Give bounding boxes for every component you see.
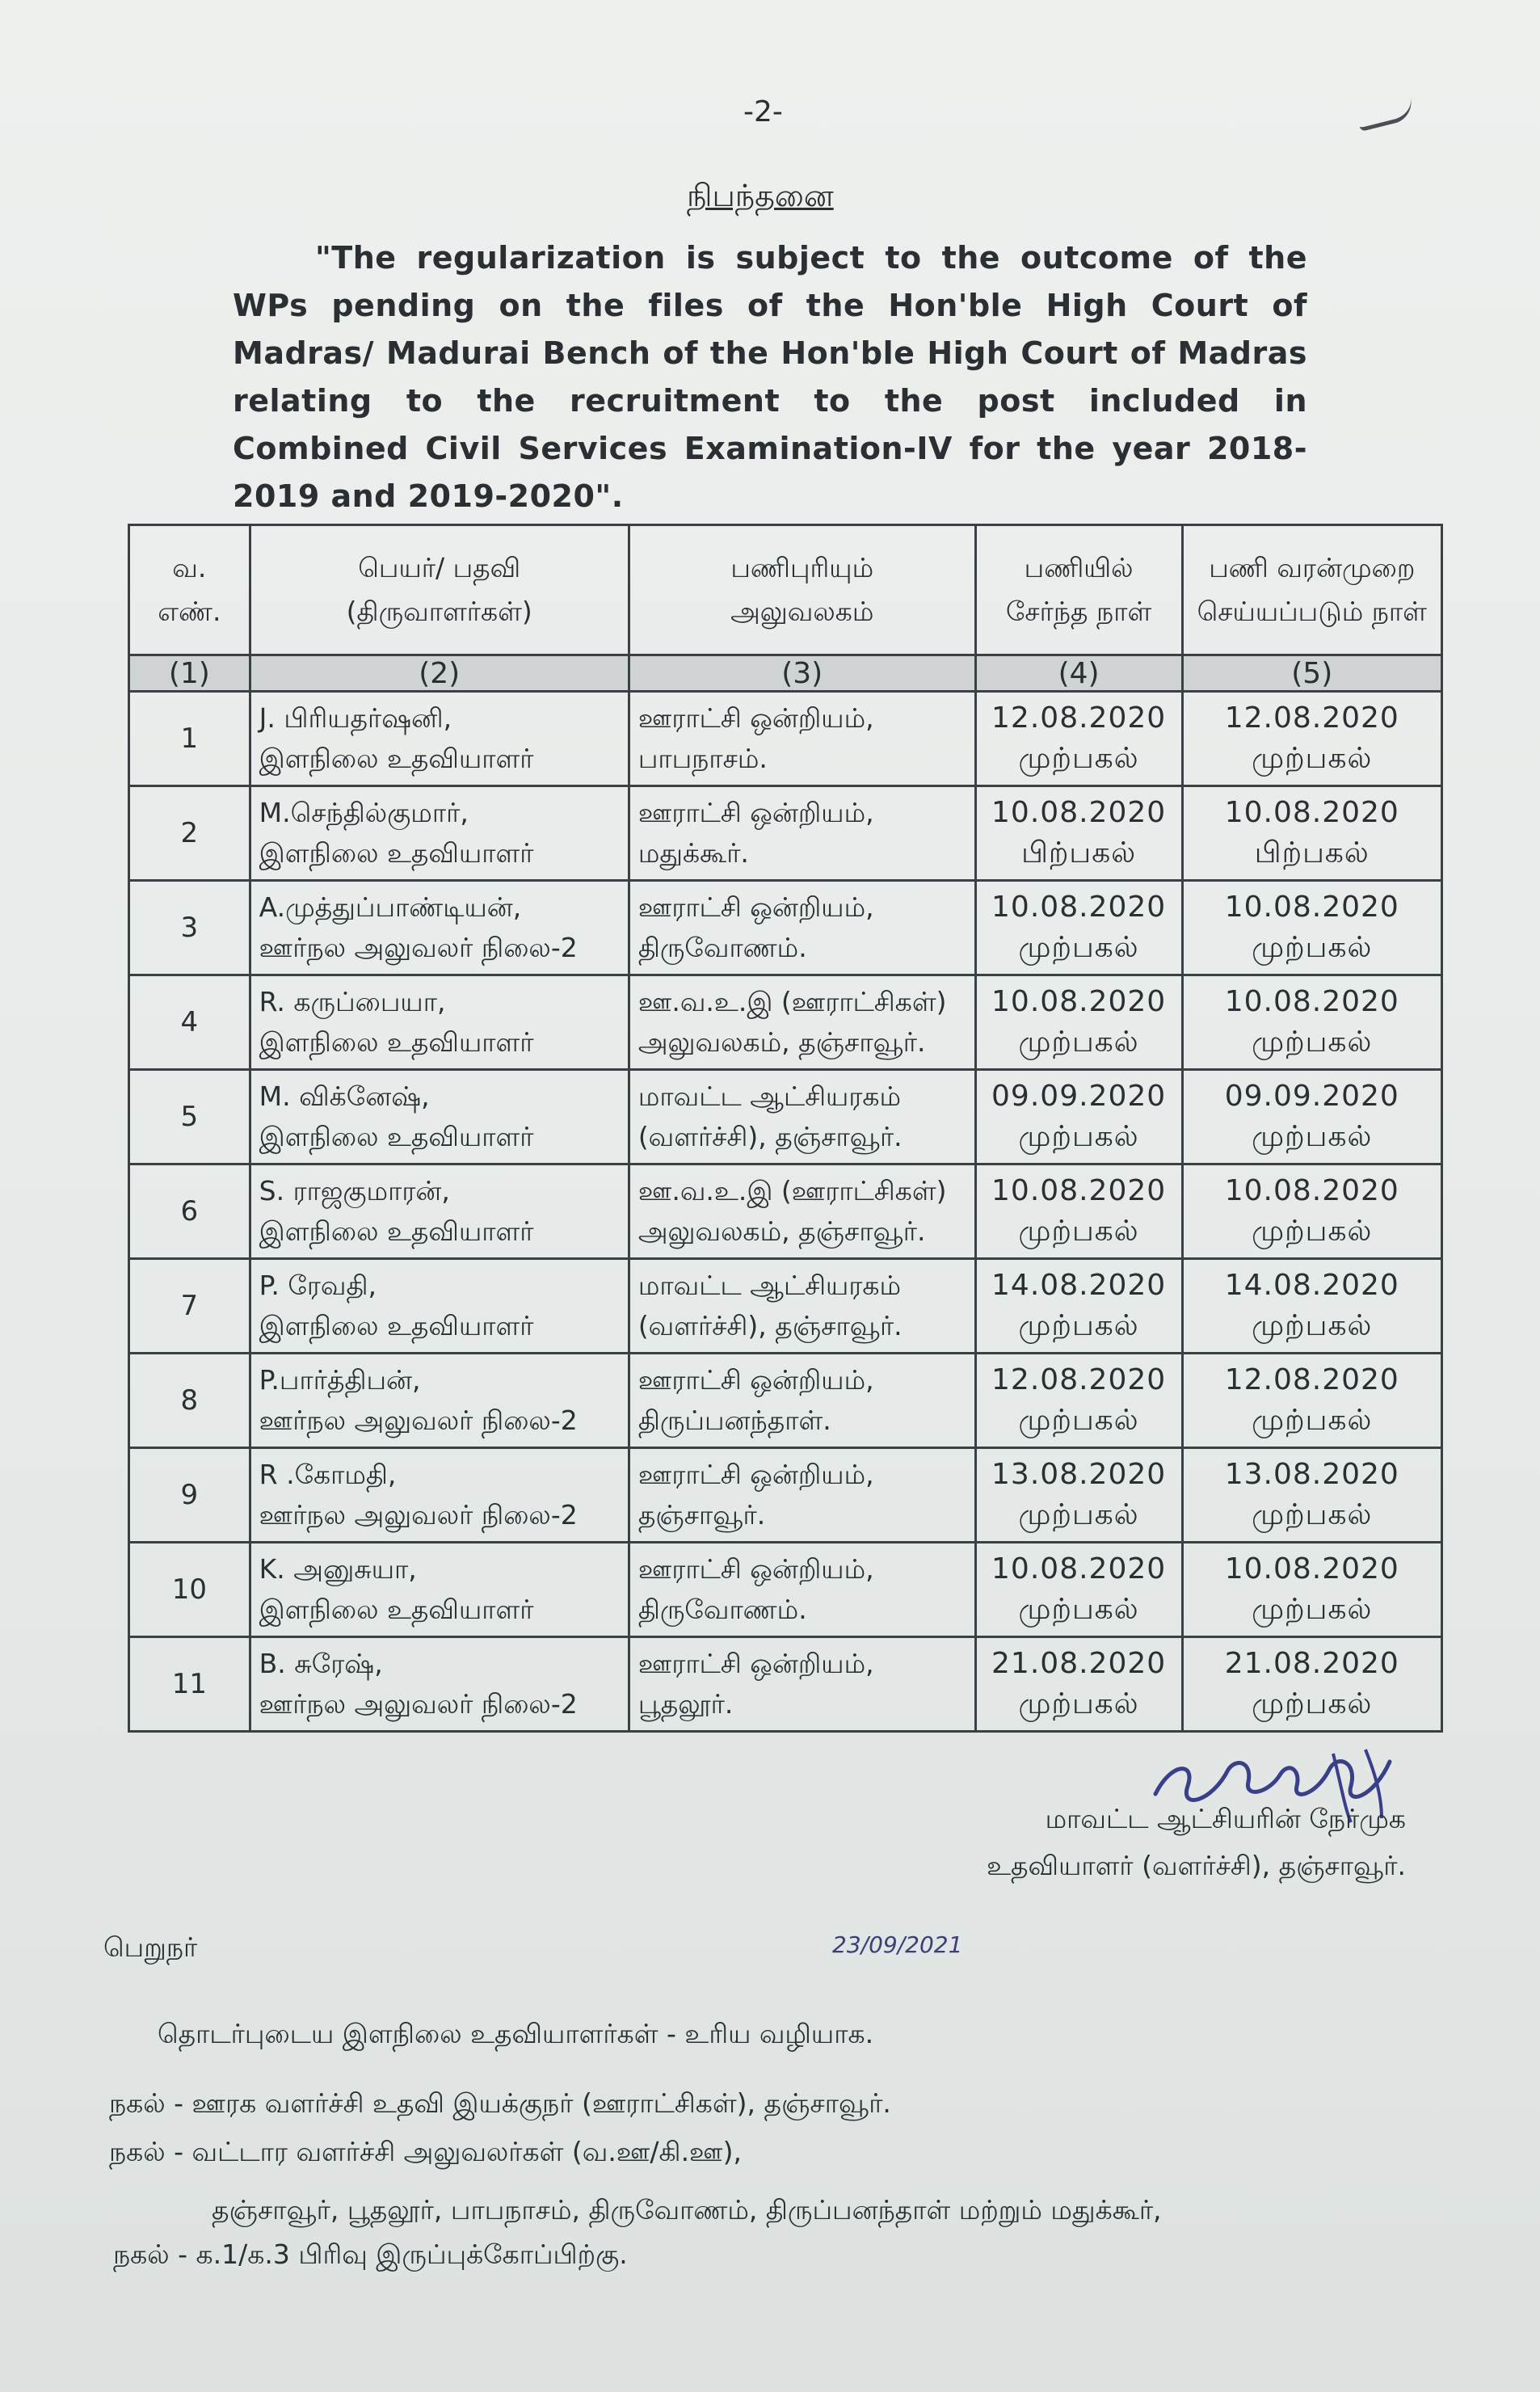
page-number: -2- xyxy=(743,95,783,128)
employee-name: S. ராஜகுமாரன், xyxy=(259,1175,450,1207)
joined-date: 10.08.2020 xyxy=(991,1174,1167,1207)
employee-name: J. பிரியதர்ஷனி, xyxy=(259,702,452,734)
joined-date: 13.08.2020 xyxy=(991,1458,1167,1491)
joined-session: முற்பகல் xyxy=(1018,931,1139,964)
regularization-date: 13.08.2020 xyxy=(1224,1458,1399,1491)
handwritten-date: 23/09/2021 xyxy=(832,1931,963,1958)
office-line-1: ஊராட்சி ஒன்றியம், xyxy=(637,702,874,734)
employee-name: R .கோமதி, xyxy=(259,1459,397,1490)
employee-name: M.செந்தில்குமார், xyxy=(259,797,469,828)
joined-cell xyxy=(975,1164,1182,1259)
regularization-date: 10.08.2020 xyxy=(1224,891,1399,924)
name-post-cell xyxy=(250,975,629,1070)
office-line-1: ஊ.வ.உ.இ (ஊராட்சிகள்) xyxy=(637,986,947,1017)
regularization-session: பிற்பகல் xyxy=(1254,836,1370,870)
employee-name: A.முத்துப்பாண்டியன், xyxy=(259,891,522,923)
office-line-2: திருவோணம். xyxy=(637,932,807,963)
employee-post: இளநிலை உதவியாளர் xyxy=(259,1026,534,1058)
regularization-session: முற்பகல் xyxy=(1252,1215,1373,1248)
office-line-2: பாபநாசம். xyxy=(637,743,768,774)
regularization-date: 10.08.2020 xyxy=(1224,1174,1399,1207)
office-line-1: மாவட்ட ஆட்சியரகம் xyxy=(637,1080,902,1112)
serial-number: 6 xyxy=(129,1164,250,1259)
regularization-session: முற்பகல் xyxy=(1252,1025,1373,1059)
joined-date: 09.09.2020 xyxy=(991,1080,1167,1113)
office-cell xyxy=(629,1354,975,1448)
regularization-session: முற்பகல் xyxy=(1252,1498,1373,1531)
office-line-2: (வளர்ச்சி), தஞ்சாவூர். xyxy=(637,1310,903,1341)
column-number: (2) xyxy=(250,655,629,692)
joined-cell xyxy=(975,1543,1182,1637)
office-cell xyxy=(629,692,975,786)
regularization-cell xyxy=(1182,1448,1441,1543)
serial-number: 8 xyxy=(129,1354,250,1448)
copy-line-2-continued: தஞ்சாவூர், பூதலூர், பாபநாசம், திருவோணம், திருப்பனந்தாள் மற்றும் மதுக்கூர், xyxy=(212,2194,1162,2226)
joined-date: 14.08.2020 xyxy=(991,1269,1167,1302)
employee-post: இளநிலை உதவியாளர் xyxy=(259,837,534,869)
joined-date: 10.08.2020 xyxy=(991,796,1167,829)
table-row xyxy=(129,692,1442,786)
regularization-date: 12.08.2020 xyxy=(1224,701,1399,735)
name-post-cell xyxy=(250,1259,629,1354)
serial-number: 11 xyxy=(129,1637,250,1732)
name-post-cell xyxy=(250,786,629,881)
table-row xyxy=(129,1164,1442,1259)
employee-name: P. ரேவதி, xyxy=(259,1270,377,1301)
joined-session: முற்பகல் xyxy=(1018,1309,1139,1342)
office-cell xyxy=(629,1259,975,1354)
condition-text: "The regularization is subject to the outcome of the WPs pending on the files of the Hon'ble High Court of Madras/ Madurai Bench of the Hon'ble High Court of Madras relating to the recruitment to the post included in Combined Civil Services Examination-IV for the year 2018-2019 and 2019-2020". xyxy=(233,240,1307,514)
office-line-2: பூதலூர். xyxy=(637,1688,734,1720)
office-cell xyxy=(629,975,975,1070)
employee-name: M. விக்னேஷ், xyxy=(259,1080,430,1112)
employee-name: K. அனுசுயா, xyxy=(259,1553,417,1585)
joined-cell xyxy=(975,1354,1182,1448)
joined-session: முற்பகல் xyxy=(1018,742,1139,775)
name-post-cell xyxy=(250,1070,629,1164)
received-label: பெறுநர் xyxy=(103,1931,198,1963)
office-cell xyxy=(629,1164,975,1259)
corner-tick-mark xyxy=(1356,97,1416,132)
copy-line-2: நகல் - வட்டார வளர்ச்சி அலுவலர்கள் (வ.ஊ/கி.ஊ), xyxy=(109,2136,742,2167)
name-post-cell xyxy=(250,881,629,975)
copy-line-1: நகல் - ஊரக வளர்ச்சி உதவி இயக்குநர் (ஊராட்சிகள்), தஞ்சாவூர். xyxy=(109,2087,891,2119)
joined-session: முற்பகல் xyxy=(1018,1498,1139,1531)
employee-post: இளநிலை உதவியாளர் xyxy=(259,1215,534,1247)
joined-date: 12.08.2020 xyxy=(991,1363,1167,1396)
office-line-1: மாவட்ட ஆட்சியரகம் xyxy=(637,1270,902,1301)
regularization-session: முற்பகல் xyxy=(1252,1593,1373,1626)
office-cell xyxy=(629,881,975,975)
regularization-cell xyxy=(1182,1354,1441,1448)
regularization-cell xyxy=(1182,1070,1441,1164)
serial-number: 3 xyxy=(129,881,250,975)
employee-post: ஊர்நல அலுவலர் நிலை-2 xyxy=(259,1688,578,1720)
copy-line-3: நகல் - க.1/க.3 பிரிவு இருப்புக்கோப்பிற்கு. xyxy=(113,2238,628,2270)
table-row xyxy=(129,881,1442,975)
joined-cell xyxy=(975,1637,1182,1732)
name-post-cell xyxy=(250,692,629,786)
regularization-date: 12.08.2020 xyxy=(1224,1363,1399,1396)
employee-post: ஊர்நல அலுவலர் நிலை-2 xyxy=(259,1404,578,1436)
regularization-session: முற்பகல் xyxy=(1252,1309,1373,1342)
office-cell xyxy=(629,1543,975,1637)
column-number-row xyxy=(129,655,1442,692)
joined-session: முற்பகல் xyxy=(1018,1120,1139,1153)
employee-name: R. கருப்பையா, xyxy=(259,986,446,1017)
name-post-cell xyxy=(250,1448,629,1543)
regularization-date: 21.08.2020 xyxy=(1224,1647,1399,1680)
serial-number: 2 xyxy=(129,786,250,881)
serial-number: 7 xyxy=(129,1259,250,1354)
regularization-date: 14.08.2020 xyxy=(1224,1269,1399,1302)
condition-title: நிபந்தனை xyxy=(687,178,834,213)
regularization-cell xyxy=(1182,1543,1441,1637)
regularization-cell xyxy=(1182,1259,1441,1354)
office-cell xyxy=(629,1637,975,1732)
column-number: (5) xyxy=(1182,655,1441,692)
joined-cell xyxy=(975,1448,1182,1543)
joined-cell xyxy=(975,692,1182,786)
employee-post: இளநிலை உதவியாளர் xyxy=(259,1121,534,1152)
office-line-2: அலுவலகம், தஞ்சாவூர். xyxy=(637,1215,926,1247)
office-line-2: திருவோணம். xyxy=(637,1594,807,1625)
header-office: பணிபுரியும் அலுவலகம் xyxy=(629,525,975,655)
column-number: (1) xyxy=(129,655,250,692)
office-line-2: திருப்பனந்தாள். xyxy=(637,1404,831,1436)
employee-post: இளநிலை உதவியாளர் xyxy=(259,743,534,774)
joined-date: 10.08.2020 xyxy=(991,1552,1167,1586)
regularization-cell xyxy=(1182,975,1441,1070)
joined-cell xyxy=(975,1259,1182,1354)
office-line-1: ஊராட்சி ஒன்றியம், xyxy=(637,1459,874,1490)
regularization-session: முற்பகல் xyxy=(1252,931,1373,964)
name-post-cell xyxy=(250,1543,629,1637)
joined-date: 10.08.2020 xyxy=(991,985,1167,1018)
regularization-date: 10.08.2020 xyxy=(1224,1552,1399,1586)
regularization-session: முற்பகல் xyxy=(1252,1404,1373,1437)
joined-date: 12.08.2020 xyxy=(991,701,1167,735)
office-line-1: ஊராட்சி ஒன்றியம், xyxy=(637,797,874,828)
table-row xyxy=(129,1259,1442,1354)
employee-name: B. சுரேஷ், xyxy=(259,1648,383,1679)
office-cell xyxy=(629,786,975,881)
office-cell xyxy=(629,1070,975,1164)
joined-cell xyxy=(975,1070,1182,1164)
employee-name: P.பார்த்திபன், xyxy=(259,1364,421,1396)
office-line-1: ஊராட்சி ஒன்றியம், xyxy=(637,1648,874,1679)
name-post-cell xyxy=(250,1354,629,1448)
joined-cell xyxy=(975,881,1182,975)
header-sno: வ. எண். xyxy=(129,525,250,655)
employee-post: ஊர்நல அலுவலர் நிலை-2 xyxy=(259,932,578,963)
column-number: (4) xyxy=(975,655,1182,692)
table-row xyxy=(129,1448,1442,1543)
office-line-1: ஊராட்சி ஒன்றியம், xyxy=(637,1364,874,1396)
joined-session: முற்பகல் xyxy=(1018,1404,1139,1437)
joined-date: 21.08.2020 xyxy=(991,1647,1167,1680)
office-line-1: ஊராட்சி ஒன்றியம், xyxy=(637,1553,874,1585)
regularization-session: முற்பகல் xyxy=(1252,1687,1373,1720)
regularization-cell xyxy=(1182,786,1441,881)
table-row xyxy=(129,1070,1442,1164)
office-line-2: (வளர்ச்சி), தஞ்சாவூர். xyxy=(637,1121,903,1152)
office-line-2: தஞ்சாவூர். xyxy=(637,1499,766,1531)
header-regularization-date: பணி வரன்முறை செய்யப்படும் நாள் xyxy=(1182,525,1441,655)
joined-session: பிற்பகல் xyxy=(1021,836,1137,870)
regularization-table xyxy=(128,524,1443,1733)
table-row xyxy=(129,1543,1442,1637)
regularization-date: 10.08.2020 xyxy=(1224,796,1399,829)
signatory-block xyxy=(970,1796,1406,1889)
distribution-to: தொடர்புடைய இளநிலை உதவியாளர்கள் - உரிய வழியாக. xyxy=(158,2018,874,2049)
regularization-cell xyxy=(1182,1164,1441,1259)
office-line-2: அலுவலகம், தஞ்சாவூர். xyxy=(637,1026,926,1058)
regularization-cell xyxy=(1182,881,1441,975)
joined-cell xyxy=(975,786,1182,881)
table-row xyxy=(129,1637,1442,1732)
serial-number: 4 xyxy=(129,975,250,1070)
column-number: (3) xyxy=(629,655,975,692)
signatory-line1: மாவட்ட ஆட்சியரின் நேர்முக xyxy=(1045,1803,1406,1834)
table-row xyxy=(129,786,1442,881)
office-cell xyxy=(629,1448,975,1543)
office-line-1: ஊ.வ.உ.இ (ஊராட்சிகள்) xyxy=(637,1175,947,1207)
serial-number: 9 xyxy=(129,1448,250,1543)
table-header-row xyxy=(129,525,1442,655)
joined-cell xyxy=(975,975,1182,1070)
employee-post: இளநிலை உதவியாளர் xyxy=(259,1310,534,1341)
joined-session: முற்பகல் xyxy=(1018,1215,1139,1248)
joined-session: முற்பகல் xyxy=(1018,1593,1139,1626)
name-post-cell xyxy=(250,1164,629,1259)
table-row xyxy=(129,1354,1442,1448)
office-line-2: மதுக்கூர். xyxy=(637,837,749,869)
header-joined-date: பணியில் சேர்ந்த நாள் xyxy=(975,525,1182,655)
signatory-line2: உதவியாளர் (வளர்ச்சி), தஞ்சாவூர். xyxy=(987,1850,1406,1881)
joined-session: முற்பகல் xyxy=(1018,1025,1139,1059)
joined-session: முற்பகல் xyxy=(1018,1687,1139,1720)
joined-date: 10.08.2020 xyxy=(991,891,1167,924)
serial-number: 10 xyxy=(129,1543,250,1637)
employee-post: ஊர்நல அலுவலர் நிலை-2 xyxy=(259,1499,578,1531)
serial-number: 1 xyxy=(129,692,250,786)
regularization-cell xyxy=(1182,692,1441,786)
regularization-date: 09.09.2020 xyxy=(1224,1080,1399,1113)
name-post-cell xyxy=(250,1637,629,1732)
employee-post: இளநிலை உதவியாளர் xyxy=(259,1594,534,1625)
regularization-date: 10.08.2020 xyxy=(1224,985,1399,1018)
regularization-session: முற்பகல் xyxy=(1252,742,1373,775)
regularization-session: முற்பகல் xyxy=(1252,1120,1373,1153)
office-line-1: ஊராட்சி ஒன்றியம், xyxy=(637,891,874,923)
serial-number: 5 xyxy=(129,1070,250,1164)
header-name: பெயர்/ பதவி (திருவாளர்கள்) xyxy=(250,525,629,655)
table-row xyxy=(129,975,1442,1070)
regularization-cell xyxy=(1182,1637,1441,1732)
